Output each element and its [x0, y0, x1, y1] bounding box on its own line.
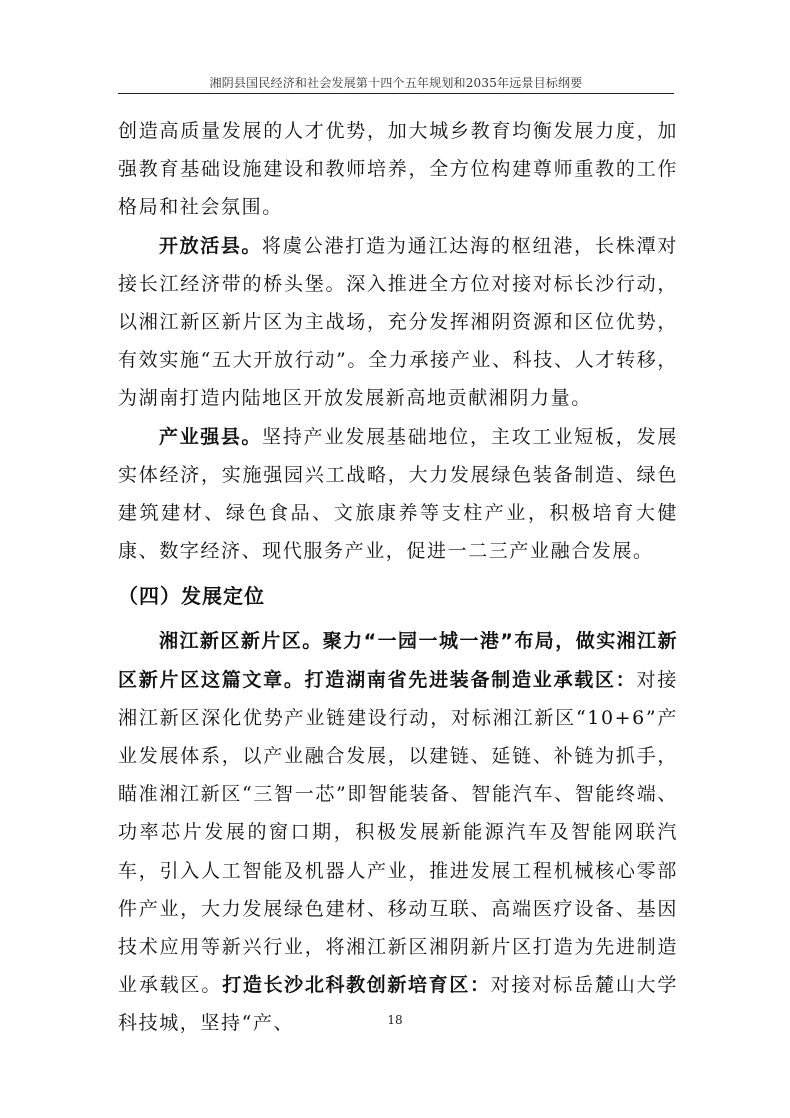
- paragraph-lead: 产业强县。: [159, 425, 263, 448]
- page-number: 18: [387, 1013, 403, 1027]
- paragraph-lead-2: 打造长沙北科教创新培育区：: [222, 974, 491, 997]
- paragraph-text-2: 对接对标岳麓山大学科技城，坚持“产、: [118, 974, 678, 1035]
- paragraph-open-county: [118, 227, 678, 418]
- paragraph-text: 对接湘江新区深化优势产业链建设行动，对标湘江新区“10+6”产业发展体系，以产业融合发展，以建链、延链、补链为抓手，瞄准湘江新区“三智一芯”即智能装备、智能汽车、智能终端、功率芯片发展的窗口期，积极发展新能源汽车及智能网联汽车，引入人工智能及机器人产业，推进发展工程机械核心零部件产业，大力发展绿色建材、移动互联、高端医疗设备、基因技术应用等新兴行业，将湘江新区湘阴新片区打造为先进制造业承载区。: [118, 668, 678, 997]
- header-rule: [118, 93, 674, 94]
- paragraph-new-district: [118, 622, 678, 1042]
- paragraph-industry-county: [118, 418, 678, 571]
- paragraph-talent: 创造高质量发展的人才优势，加大城乡教育均衡发展力度，加强教育基础设施建设和教师培养，全方位构建尊师重教的工作格局和社会氛围。: [118, 120, 678, 219]
- paragraph-lead: 开放活县。: [159, 234, 263, 257]
- paragraph-text: 坚持产业发展基础地位，主攻工业短板，发展实体经济，实施强园兴工战略，大力发展绿色装备制造、绿色建筑建材、绿色食品、文旅康养等支柱产业，积极培育大健康、数字经济、现代服务产业，促进一二三产业融合发展。: [118, 425, 678, 563]
- section-heading: （四）发展定位: [118, 584, 265, 609]
- paragraph-lead: 湘江新区新片区。聚力“一园一城一港”布局，做实湘江新区新片区这篇文章。打造湖南省先进装备制造业承载区：: [118, 630, 678, 691]
- paragraph-text: 将虞公港打造为通江达海的枢纽港，长株潭对接长江经济带的桥头堡。深入推进全方位对接对标长沙行动，以湘江新区新片区为主战场，充分发挥湘阴资源和区位优势，有效实施“五大开放行动”。全力承接产业、科技、人才转移，为湖南打造内陆地区开放发展新高地贡献湘阴力量。: [118, 234, 678, 410]
- body-text: [118, 112, 678, 1043]
- running-header: 湘阴县国民经济和社会发展第十四个五年规划和2035年远景目标纲要: [209, 76, 583, 90]
